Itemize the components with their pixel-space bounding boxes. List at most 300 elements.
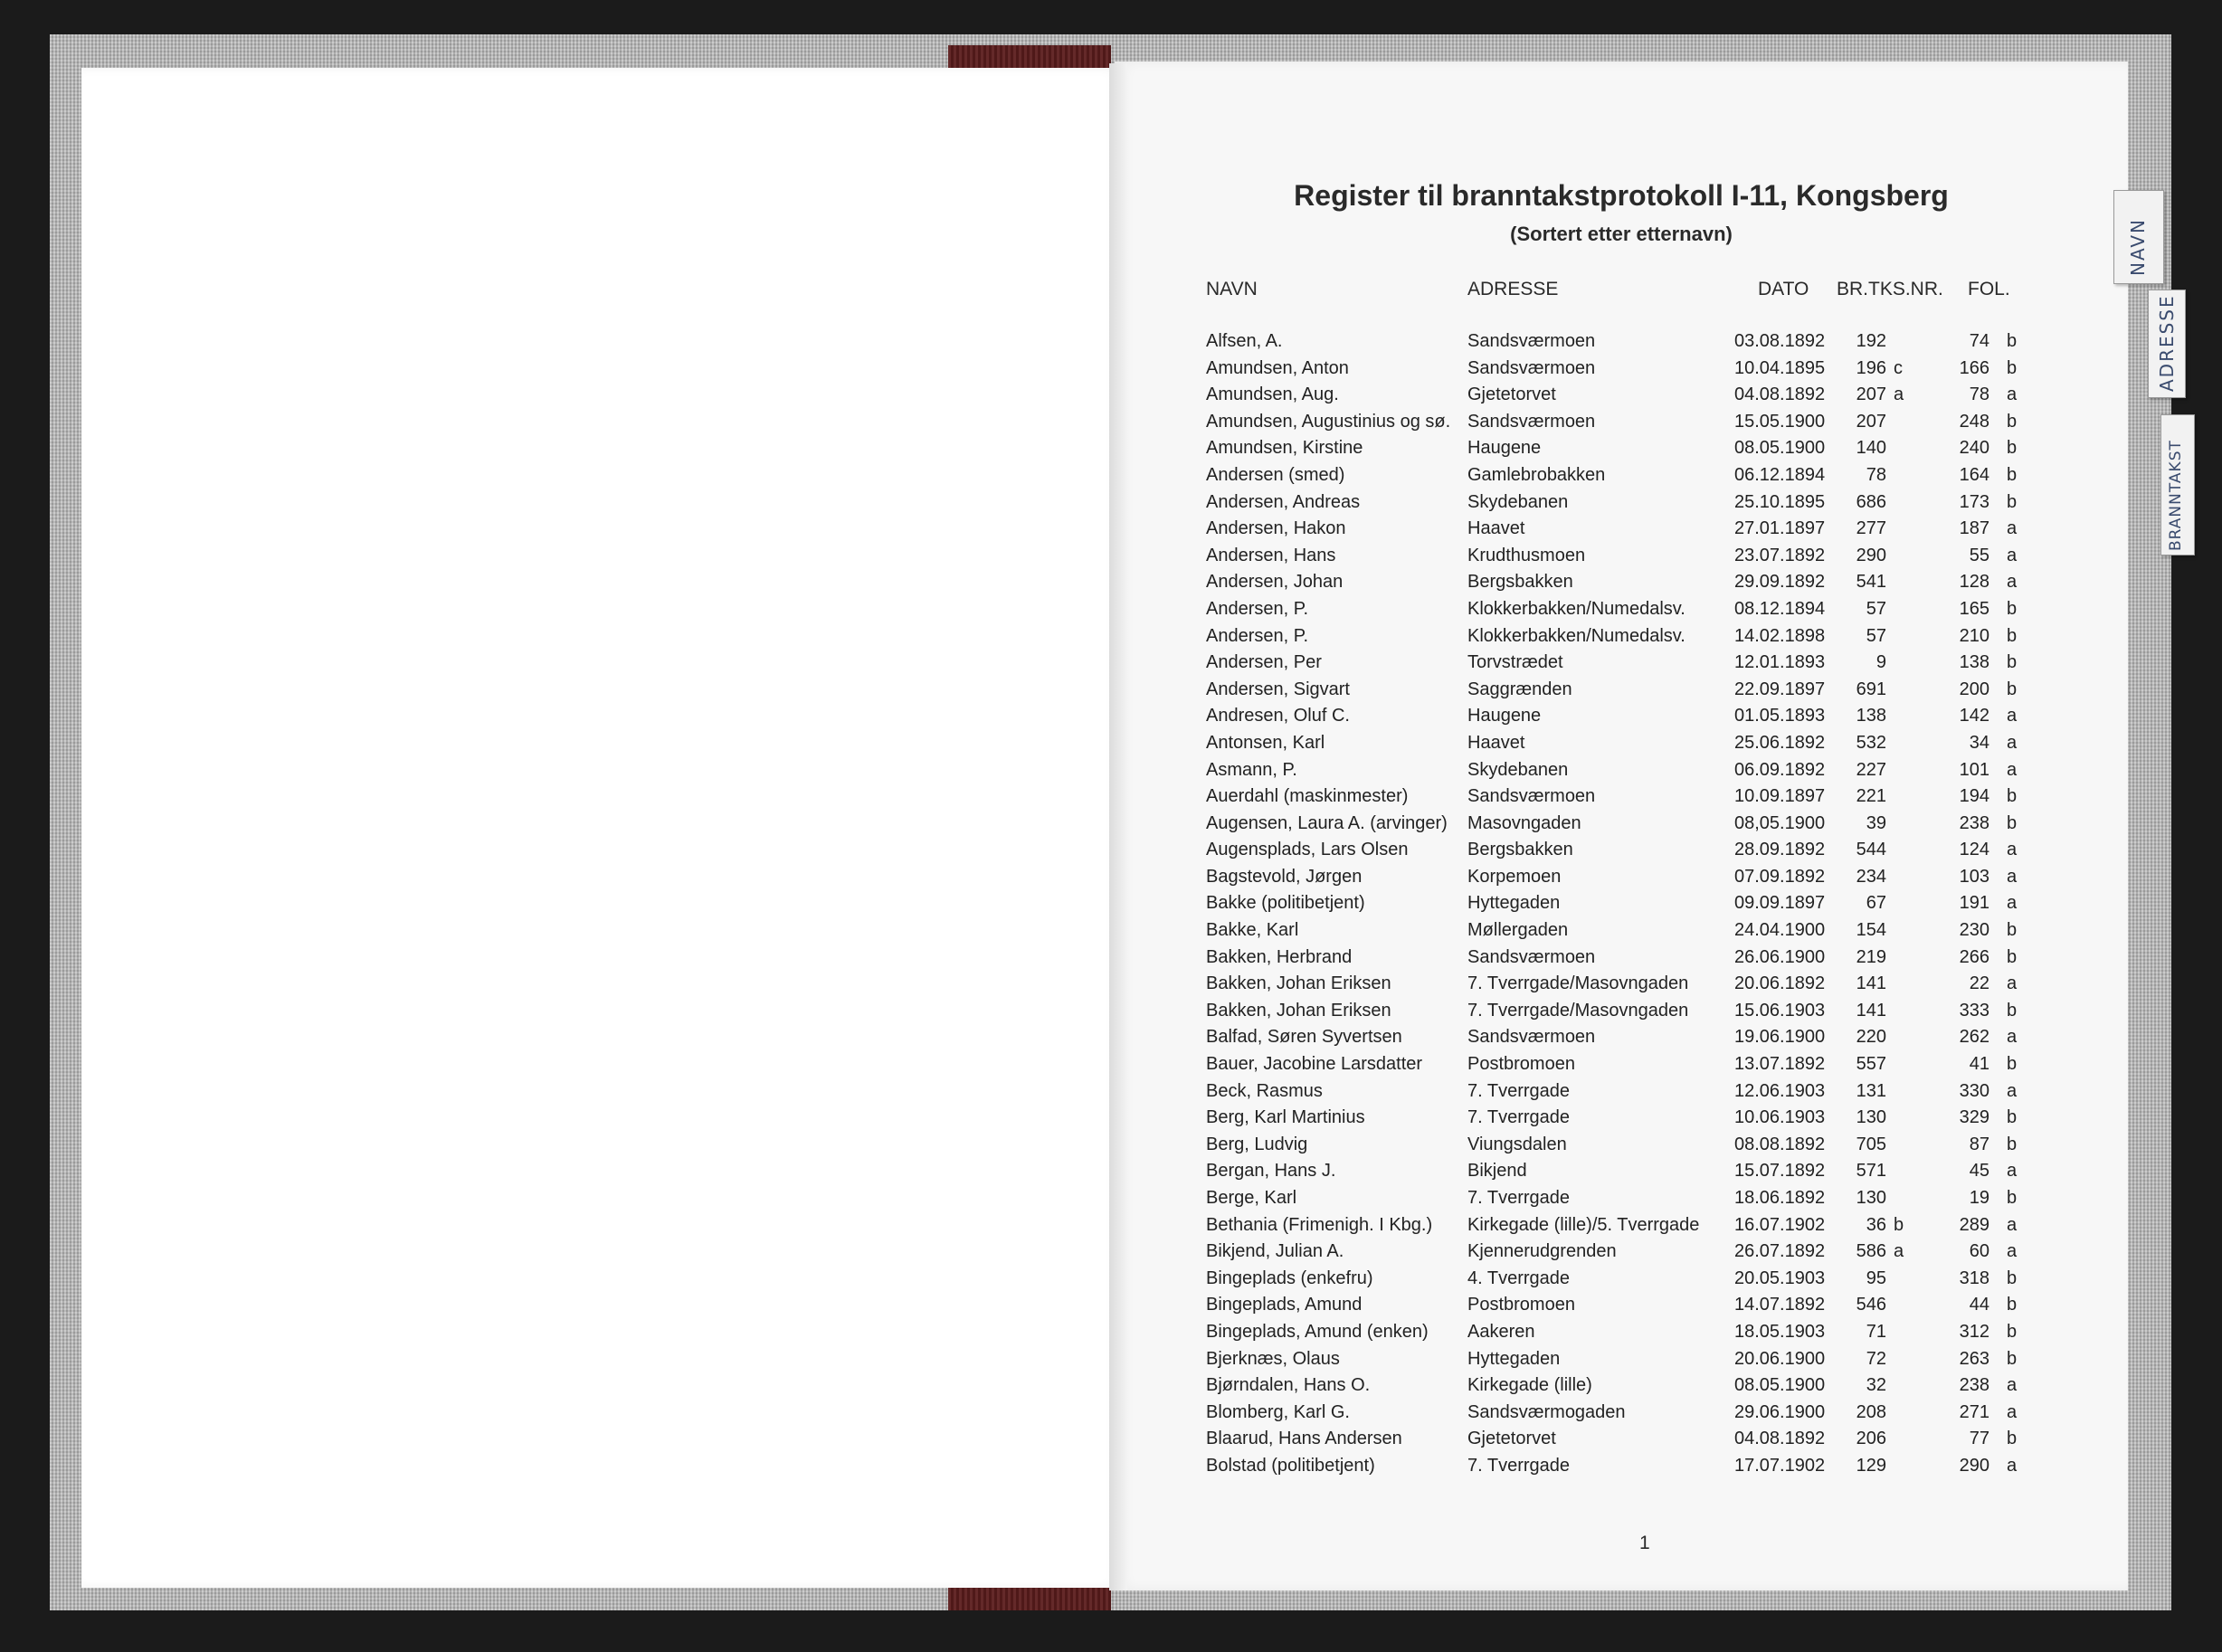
cell-address: Kirkegade (lille)/5. Tverrgade bbox=[1467, 1214, 1700, 1235]
cell-address: Sandsværmoen bbox=[1467, 946, 1596, 967]
table-row bbox=[1206, 626, 2020, 653]
cell-name: Andersen, Johan bbox=[1206, 572, 1344, 593]
cell-address: 7. Tverrgade bbox=[1467, 1455, 1571, 1476]
table-row bbox=[1206, 1429, 2020, 1456]
cell-address: Sandsværmoen bbox=[1467, 357, 1596, 378]
cell-fol-suffix: b bbox=[2007, 625, 2018, 646]
cell-name: Andersen, Sigvart bbox=[1206, 679, 1350, 699]
cell-fol-suffix: b bbox=[2007, 1321, 2018, 1342]
cell-fol-suffix: b bbox=[2007, 1188, 2018, 1208]
cell-fol: 22 bbox=[1969, 973, 1989, 994]
cell-name: Bethania (Frimenigh. I Kbg.) bbox=[1206, 1214, 1433, 1235]
table-row bbox=[1206, 1027, 2020, 1054]
cell-date: 12.01.1893 bbox=[1734, 652, 1826, 673]
cell-fol: 330 bbox=[1959, 1080, 1989, 1101]
cell-nr: 290 bbox=[1856, 545, 1886, 565]
cell-nr: 691 bbox=[1856, 679, 1886, 699]
cell-date: 18.05.1903 bbox=[1734, 1321, 1826, 1342]
cell-nr: 557 bbox=[1856, 1054, 1886, 1075]
cell-fol-suffix: b bbox=[2007, 464, 2018, 485]
table-row bbox=[1206, 1375, 2020, 1402]
cell-name: Amundsen, Kirstine bbox=[1206, 438, 1363, 459]
cell-date: 24.04.1900 bbox=[1734, 920, 1826, 941]
table-row bbox=[1206, 385, 2020, 412]
cell-fol: 289 bbox=[1959, 1214, 1989, 1235]
cell-date: 13.07.1892 bbox=[1734, 1054, 1826, 1075]
cell-address: Sandsværmoen bbox=[1467, 1027, 1596, 1048]
cell-fol-suffix: b bbox=[2007, 411, 2018, 432]
cell-address: Sandsværmoen bbox=[1467, 331, 1596, 351]
cell-fol-suffix: a bbox=[2007, 1455, 2018, 1476]
cell-date: 14.02.1898 bbox=[1734, 625, 1826, 646]
cell-name: Andresen, Oluf C. bbox=[1206, 706, 1350, 726]
tab-adresse[interactable] bbox=[2148, 290, 2186, 398]
column-header-fol: FOL. bbox=[1968, 279, 2010, 299]
table-row bbox=[1206, 599, 2020, 626]
cell-fol-suffix: b bbox=[2007, 598, 2018, 619]
column-header-name: NAVN bbox=[1206, 279, 1258, 299]
cell-nr: 130 bbox=[1856, 1188, 1886, 1208]
cell-fol: 74 bbox=[1969, 331, 1989, 351]
cell-fol: 173 bbox=[1959, 491, 1989, 512]
cell-fol-suffix: b bbox=[2007, 357, 2018, 378]
cell-date: 25.06.1892 bbox=[1734, 732, 1826, 753]
table-row bbox=[1206, 1188, 2020, 1215]
cell-address: Klokkerbakken/Numedalsv. bbox=[1467, 598, 1685, 619]
cell-fol-suffix: b bbox=[2007, 438, 2018, 459]
table-row bbox=[1206, 947, 2020, 974]
cell-nr: 141 bbox=[1856, 973, 1886, 994]
cell-date: 29.06.1900 bbox=[1734, 1401, 1826, 1422]
cell-name: Berg, Ludvig bbox=[1206, 1134, 1308, 1154]
cell-nr: 220 bbox=[1856, 1027, 1886, 1048]
cell-fol-suffix: b bbox=[2007, 1267, 2018, 1288]
table-row bbox=[1206, 1241, 2020, 1268]
cell-date: 22.09.1897 bbox=[1734, 679, 1826, 699]
table-row bbox=[1206, 1215, 2020, 1242]
cell-address: Haavet bbox=[1467, 732, 1525, 753]
table-row bbox=[1206, 465, 2020, 492]
cell-address: Haavet bbox=[1467, 518, 1525, 539]
table-row bbox=[1206, 438, 2020, 465]
cell-date: 26.06.1900 bbox=[1734, 946, 1826, 967]
cell-nr: 71 bbox=[1866, 1321, 1886, 1342]
cell-address: 7. Tverrgade bbox=[1467, 1080, 1571, 1101]
cell-date: 08.05.1900 bbox=[1734, 438, 1826, 459]
cell-nr: 192 bbox=[1856, 331, 1886, 351]
cell-date: 29.09.1892 bbox=[1734, 572, 1826, 593]
cell-name: Andersen (smed) bbox=[1206, 464, 1345, 485]
cell-fol-suffix: b bbox=[2007, 1107, 2018, 1128]
cell-fol-suffix: a bbox=[2007, 1401, 2018, 1422]
cell-name: Bikjend, Julian A. bbox=[1206, 1241, 1344, 1262]
cell-date: 10.06.1903 bbox=[1734, 1107, 1826, 1128]
cell-date: 28.09.1892 bbox=[1734, 840, 1826, 860]
cell-name: Amundsen, Anton bbox=[1206, 357, 1349, 378]
cell-nr-suffix: b bbox=[1894, 1214, 1904, 1235]
cell-nr: 541 bbox=[1856, 572, 1886, 593]
cell-address: Hyttegaden bbox=[1467, 1348, 1561, 1369]
cell-fol-suffix: a bbox=[2007, 545, 2018, 565]
cell-address: Kjennerudgrenden bbox=[1467, 1241, 1617, 1262]
table-row bbox=[1206, 920, 2020, 947]
cell-address: Postbromoen bbox=[1467, 1054, 1575, 1075]
cell-fol-suffix: a bbox=[2007, 840, 2018, 860]
cell-fol-suffix: b bbox=[2007, 1054, 2018, 1075]
table-row bbox=[1206, 358, 2020, 385]
table-row bbox=[1206, 331, 2020, 358]
cell-date: 14.07.1892 bbox=[1734, 1295, 1826, 1315]
cell-fol-suffix: b bbox=[2007, 652, 2018, 673]
cell-date: 06.09.1892 bbox=[1734, 759, 1826, 780]
cell-date: 04.08.1892 bbox=[1734, 1429, 1826, 1449]
cell-name: Bergan, Hans J. bbox=[1206, 1161, 1336, 1182]
cell-address: Gjetetorvet bbox=[1467, 1429, 1556, 1449]
cell-address: 7. Tverrgade bbox=[1467, 1188, 1571, 1208]
cell-fol: 124 bbox=[1959, 840, 1989, 860]
cell-date: 01.05.1893 bbox=[1734, 706, 1826, 726]
table-row bbox=[1206, 1295, 2020, 1322]
cell-fol: 165 bbox=[1959, 598, 1989, 619]
cell-nr: 78 bbox=[1866, 464, 1886, 485]
cell-fol: 34 bbox=[1969, 732, 1989, 753]
cell-fol: 200 bbox=[1959, 679, 1989, 699]
cell-address: Viungsdalen bbox=[1467, 1134, 1567, 1154]
table-row bbox=[1206, 1322, 2020, 1349]
cell-address: Aakeren bbox=[1467, 1321, 1535, 1342]
cell-fol-suffix: a bbox=[2007, 572, 2018, 593]
cell-nr: 586 bbox=[1856, 1241, 1886, 1262]
cell-name: Bjørndalen, Hans O. bbox=[1206, 1375, 1371, 1396]
cell-fol: 312 bbox=[1959, 1321, 1989, 1342]
cell-date: 25.10.1895 bbox=[1734, 491, 1826, 512]
cell-address: Sandsværmoen bbox=[1467, 786, 1596, 807]
cell-name: Berge, Karl bbox=[1206, 1188, 1297, 1208]
cell-fol: 45 bbox=[1969, 1161, 1989, 1182]
cell-name: Asmann, P. bbox=[1206, 759, 1297, 780]
cell-fol-suffix: a bbox=[2007, 1214, 2018, 1235]
cell-name: Bolstad (politibetjent) bbox=[1206, 1455, 1375, 1476]
cell-fol: 77 bbox=[1969, 1429, 1989, 1449]
cell-fol-suffix: b bbox=[2007, 1000, 2018, 1021]
cell-name: Bauer, Jacobine Larsdatter bbox=[1206, 1054, 1423, 1075]
cell-address: Sandsværmogaden bbox=[1467, 1401, 1626, 1422]
cell-fol-suffix: b bbox=[2007, 331, 2018, 351]
cell-address: Haugene bbox=[1467, 706, 1542, 726]
cell-address: Kirkegade (lille) bbox=[1467, 1375, 1592, 1396]
cell-fol-suffix: b bbox=[2007, 786, 2018, 807]
cell-fol: 333 bbox=[1959, 1000, 1989, 1021]
cell-nr: 221 bbox=[1856, 786, 1886, 807]
cell-nr: 571 bbox=[1856, 1161, 1886, 1182]
cell-date: 10.04.1895 bbox=[1734, 357, 1826, 378]
cell-nr: 36 bbox=[1866, 1214, 1886, 1235]
cell-fol-suffix: a bbox=[2007, 1080, 2018, 1101]
cell-nr: 207 bbox=[1856, 385, 1886, 405]
table-row bbox=[1206, 893, 2020, 920]
cell-address: Bikjend bbox=[1467, 1161, 1527, 1182]
cell-address: 7. Tverrgade/Masovngaden bbox=[1467, 973, 1689, 994]
tab-adresse-label: ADRESSE bbox=[2156, 294, 2178, 392]
cell-nr-suffix: c bbox=[1894, 357, 1903, 378]
blank-left-page bbox=[81, 68, 1122, 1588]
cell-name: Amundsen, Augustinius og sø. bbox=[1206, 411, 1451, 432]
cell-fol-suffix: b bbox=[2007, 812, 2018, 833]
cell-name: Andersen, Per bbox=[1206, 652, 1322, 673]
cell-fol-suffix: b bbox=[2007, 491, 2018, 512]
cell-address: Masovngaden bbox=[1467, 812, 1581, 833]
cell-fol-suffix: b bbox=[2007, 946, 2018, 967]
table-row bbox=[1206, 733, 2020, 760]
cell-name: Alfsen, A. bbox=[1206, 331, 1283, 351]
cell-fol: 262 bbox=[1959, 1027, 1989, 1048]
cell-fol: 290 bbox=[1959, 1455, 1989, 1476]
cell-fol: 318 bbox=[1959, 1267, 1989, 1288]
table-row bbox=[1206, 1402, 2020, 1429]
cell-nr: 131 bbox=[1856, 1080, 1886, 1101]
table-row bbox=[1206, 1268, 2020, 1296]
cell-nr: 57 bbox=[1866, 625, 1886, 646]
cell-fol: 19 bbox=[1969, 1188, 1989, 1208]
tab-branntakst[interactable] bbox=[2160, 414, 2195, 555]
cell-fol: 248 bbox=[1959, 411, 1989, 432]
cell-nr-suffix: a bbox=[1894, 385, 1904, 405]
cell-fol: 230 bbox=[1959, 920, 1989, 941]
column-header-nr: BR.TKS.NR. bbox=[1837, 279, 1943, 299]
cell-fol-suffix: a bbox=[2007, 1375, 2018, 1396]
table-row bbox=[1206, 973, 2020, 1001]
cell-nr: 9 bbox=[1875, 652, 1886, 673]
cell-fol-suffix: b bbox=[2007, 679, 2018, 699]
cell-date: 18.06.1892 bbox=[1734, 1188, 1826, 1208]
cell-name: Andersen, Andreas bbox=[1206, 491, 1361, 512]
cell-fol: 101 bbox=[1959, 759, 1989, 780]
cell-date: 19.06.1900 bbox=[1734, 1027, 1826, 1048]
cell-name: Auerdahl (maskinmester) bbox=[1206, 786, 1409, 807]
cell-date: 20.06.1892 bbox=[1734, 973, 1826, 994]
cell-fol: 263 bbox=[1959, 1348, 1989, 1369]
cell-nr: 154 bbox=[1856, 920, 1886, 941]
table-row bbox=[1206, 1161, 2020, 1188]
cell-fol-suffix: b bbox=[2007, 1295, 2018, 1315]
cell-fol: 44 bbox=[1969, 1295, 1989, 1315]
cell-nr: 208 bbox=[1856, 1401, 1886, 1422]
cell-fol: 240 bbox=[1959, 438, 1989, 459]
cell-name: Bingeplads, Amund bbox=[1206, 1295, 1363, 1315]
cell-date: 17.07.1902 bbox=[1734, 1455, 1826, 1476]
cell-date: 12.06.1903 bbox=[1734, 1080, 1826, 1101]
cell-nr: 39 bbox=[1866, 812, 1886, 833]
table-row bbox=[1206, 867, 2020, 894]
cell-fol: 191 bbox=[1959, 893, 1989, 914]
cell-name: Amundsen, Aug. bbox=[1206, 385, 1339, 405]
cell-fol-suffix: a bbox=[2007, 1027, 2018, 1048]
table-row bbox=[1206, 1107, 2020, 1135]
table-row bbox=[1206, 1054, 2020, 1081]
cell-fol-suffix: b bbox=[2007, 1429, 2018, 1449]
cell-name: Bakke, Karl bbox=[1206, 920, 1299, 941]
cell-date: 08.08.1892 bbox=[1734, 1134, 1826, 1154]
cell-name: Andersen, P. bbox=[1206, 625, 1309, 646]
cell-nr: 686 bbox=[1856, 491, 1886, 512]
cell-address: Sandsværmoen bbox=[1467, 411, 1596, 432]
cell-date: 20.06.1900 bbox=[1734, 1348, 1826, 1369]
cell-nr: 138 bbox=[1856, 706, 1886, 726]
cell-date: 04.08.1892 bbox=[1734, 385, 1826, 405]
register-table bbox=[1206, 331, 2020, 1483]
cell-nr-suffix: a bbox=[1894, 1241, 1904, 1262]
document-title: Register til branntakstprotokoll I-11, Kongsberg bbox=[1294, 179, 1949, 212]
cell-fol-suffix: a bbox=[2007, 866, 2018, 887]
cell-fol: 329 bbox=[1959, 1107, 1989, 1128]
cell-fol: 103 bbox=[1959, 866, 1989, 887]
cell-nr: 196 bbox=[1856, 357, 1886, 378]
cell-nr: 544 bbox=[1856, 840, 1886, 860]
cell-address: Gamlebrobakken bbox=[1467, 464, 1606, 485]
table-row bbox=[1206, 813, 2020, 840]
cell-date: 03.08.1892 bbox=[1734, 331, 1826, 351]
cell-nr: 72 bbox=[1866, 1348, 1886, 1369]
table-row bbox=[1206, 840, 2020, 867]
cell-name: Bakken, Johan Eriksen bbox=[1206, 973, 1391, 994]
cell-fol: 166 bbox=[1959, 357, 1989, 378]
cell-fol: 41 bbox=[1969, 1054, 1989, 1075]
cell-date: 23.07.1892 bbox=[1734, 545, 1826, 565]
cell-name: Berg, Karl Martinius bbox=[1206, 1107, 1365, 1128]
cell-fol: 164 bbox=[1959, 464, 1989, 485]
cell-nr: 206 bbox=[1856, 1429, 1886, 1449]
cell-address: Hyttegaden bbox=[1467, 893, 1561, 914]
cell-fol: 210 bbox=[1959, 625, 1989, 646]
cell-name: Blaarud, Hans Andersen bbox=[1206, 1429, 1402, 1449]
cell-fol: 87 bbox=[1969, 1134, 1989, 1154]
table-row bbox=[1206, 760, 2020, 787]
cell-address: 4. Tverrgade bbox=[1467, 1267, 1571, 1288]
cell-date: 10.09.1897 bbox=[1734, 786, 1826, 807]
cell-name: Balfad, Søren Syvertsen bbox=[1206, 1027, 1402, 1048]
cell-address: Bergsbakken bbox=[1467, 572, 1573, 593]
tab-navn-label: NAVN bbox=[2127, 217, 2149, 276]
cell-name: Bingeplads, Amund (enken) bbox=[1206, 1321, 1429, 1342]
table-row bbox=[1206, 786, 2020, 813]
cell-fol: 142 bbox=[1959, 706, 1989, 726]
table-row bbox=[1206, 492, 2020, 519]
cell-date: 07.09.1892 bbox=[1734, 866, 1826, 887]
cell-fol: 78 bbox=[1969, 385, 1989, 405]
cell-fol: 128 bbox=[1959, 572, 1989, 593]
cell-fol: 187 bbox=[1959, 518, 1989, 539]
document-subtitle: (Sortert etter etternavn) bbox=[1510, 223, 1733, 245]
table-row bbox=[1206, 572, 2020, 599]
cell-name: Andersen, P. bbox=[1206, 598, 1309, 619]
table-row bbox=[1206, 518, 2020, 546]
cell-date: 15.05.1900 bbox=[1734, 411, 1826, 432]
table-row bbox=[1206, 1001, 2020, 1028]
cell-date: 08.12.1894 bbox=[1734, 598, 1826, 619]
cell-name: Bakken, Herbrand bbox=[1206, 946, 1353, 967]
cell-fol-suffix: a bbox=[2007, 385, 2018, 405]
cell-fol-suffix: b bbox=[2007, 1348, 2018, 1369]
table-row bbox=[1206, 412, 2020, 439]
cell-fol-suffix: b bbox=[2007, 1134, 2018, 1154]
table-row bbox=[1206, 679, 2020, 707]
cell-fol-suffix: a bbox=[2007, 1241, 2018, 1262]
cell-date: 26.07.1892 bbox=[1734, 1241, 1826, 1262]
cell-nr: 67 bbox=[1866, 893, 1886, 914]
cell-name: Bingeplads (enkefru) bbox=[1206, 1267, 1373, 1288]
cell-address: Torvstrædet bbox=[1467, 652, 1563, 673]
cell-name: Bakke (politibetjent) bbox=[1206, 893, 1365, 914]
cell-date: 27.01.1897 bbox=[1734, 518, 1826, 539]
table-row bbox=[1206, 1081, 2020, 1108]
table-row bbox=[1206, 706, 2020, 733]
cell-fol-suffix: a bbox=[2007, 706, 2018, 726]
cell-fol: 266 bbox=[1959, 946, 1989, 967]
cell-address: Saggrænden bbox=[1467, 679, 1572, 699]
cell-fol-suffix: a bbox=[2007, 518, 2018, 539]
cell-name: Augensen, Laura A. (arvinger) bbox=[1206, 812, 1448, 833]
cell-nr: 57 bbox=[1866, 598, 1886, 619]
cell-nr: 546 bbox=[1856, 1295, 1886, 1315]
cell-fol: 55 bbox=[1969, 545, 1989, 565]
cell-address: Krudthusmoen bbox=[1467, 545, 1586, 565]
table-row bbox=[1206, 1456, 2020, 1483]
cell-name: Beck, Rasmus bbox=[1206, 1080, 1323, 1101]
cell-nr: 140 bbox=[1856, 438, 1886, 459]
cell-nr: 277 bbox=[1856, 518, 1886, 539]
cell-name: Augensplads, Lars Olsen bbox=[1206, 840, 1409, 860]
cell-date: 16.07.1902 bbox=[1734, 1214, 1826, 1235]
cell-date: 09.09.1897 bbox=[1734, 893, 1826, 914]
cell-fol: 60 bbox=[1969, 1241, 1989, 1262]
cell-date: 06.12.1894 bbox=[1734, 464, 1826, 485]
cell-name: Bjerknæs, Olaus bbox=[1206, 1348, 1340, 1369]
cell-name: Blomberg, Karl G. bbox=[1206, 1401, 1350, 1422]
table-row bbox=[1206, 546, 2020, 573]
cell-date: 15.07.1892 bbox=[1734, 1161, 1826, 1182]
cell-fol: 238 bbox=[1959, 1375, 1989, 1396]
cell-fol-suffix: a bbox=[2007, 732, 2018, 753]
cell-address: Klokkerbakken/Numedalsv. bbox=[1467, 625, 1685, 646]
cell-date: 20.05.1903 bbox=[1734, 1267, 1826, 1288]
cell-fol: 138 bbox=[1959, 652, 1989, 673]
tab-branntakst-label: BRANNTAKST bbox=[2167, 440, 2185, 551]
cell-nr: 532 bbox=[1856, 732, 1886, 753]
cell-nr: 141 bbox=[1856, 1000, 1886, 1021]
cell-fol-suffix: a bbox=[2007, 973, 2018, 994]
cell-address: 7. Tverrgade/Masovngaden bbox=[1467, 1000, 1689, 1021]
cell-fol-suffix: a bbox=[2007, 759, 2018, 780]
cell-address: Gjetetorvet bbox=[1467, 385, 1556, 405]
table-row bbox=[1206, 1135, 2020, 1162]
cell-fol: 194 bbox=[1959, 786, 1989, 807]
cell-date: 15.06.1903 bbox=[1734, 1000, 1826, 1021]
cell-fol-suffix: b bbox=[2007, 920, 2018, 941]
cell-name: Bagstevold, Jørgen bbox=[1206, 866, 1363, 887]
cell-name: Antonsen, Karl bbox=[1206, 732, 1325, 753]
cell-nr: 227 bbox=[1856, 759, 1886, 780]
cell-nr: 234 bbox=[1856, 866, 1886, 887]
page-gutter bbox=[1109, 63, 1127, 1590]
cell-date: 08,05.1900 bbox=[1734, 812, 1826, 833]
cell-address: Postbromoen bbox=[1467, 1295, 1575, 1315]
cell-nr: 130 bbox=[1856, 1107, 1886, 1128]
cell-address: Bergsbakken bbox=[1467, 840, 1573, 860]
cell-nr: 207 bbox=[1856, 411, 1886, 432]
cell-nr: 129 bbox=[1856, 1455, 1886, 1476]
cell-address: Skydebanen bbox=[1467, 491, 1569, 512]
cell-address: 7. Tverrgade bbox=[1467, 1107, 1571, 1128]
